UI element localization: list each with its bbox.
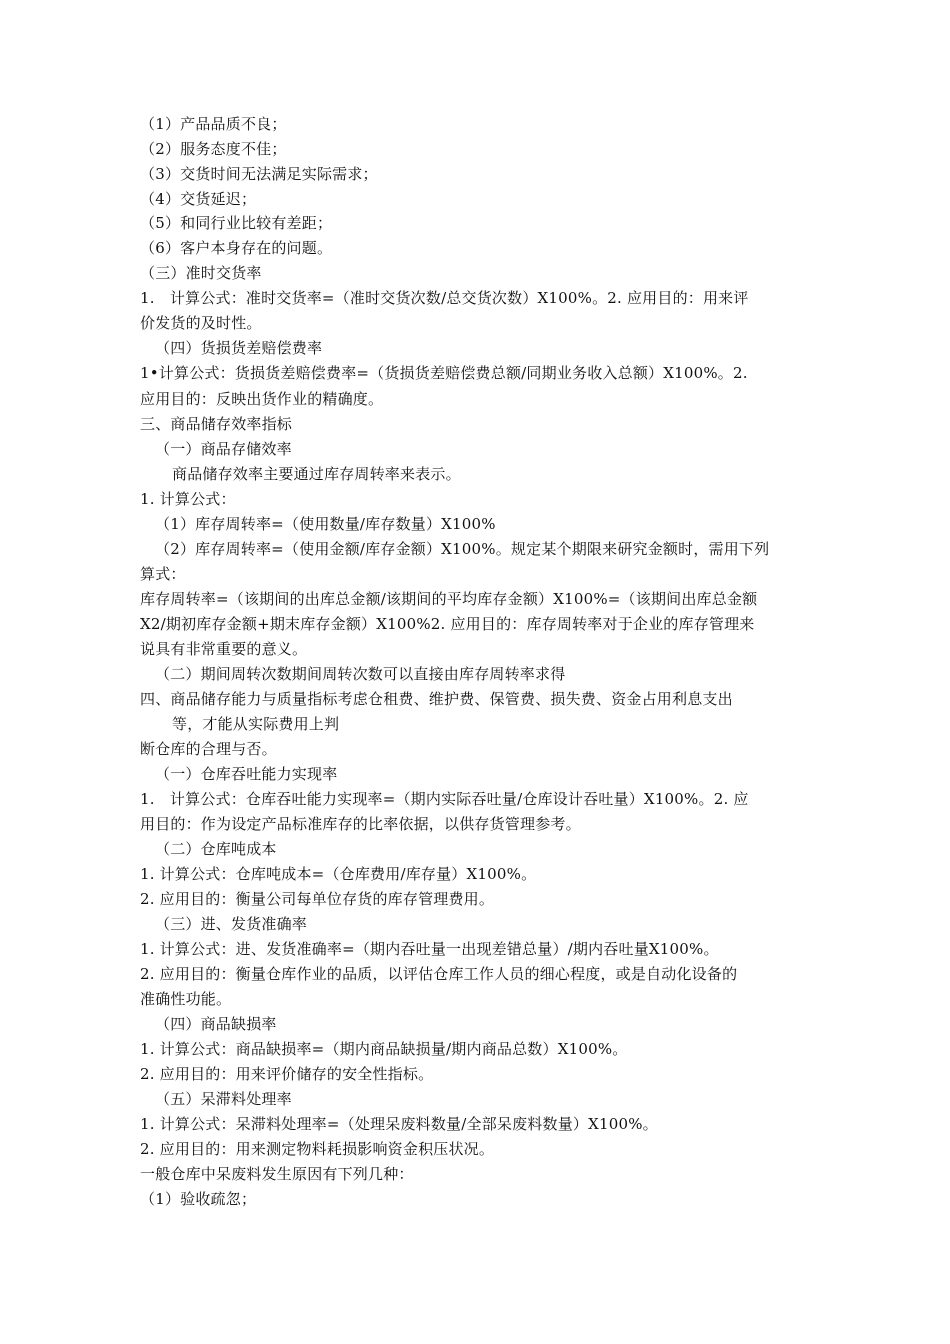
section-heading: （一）仓库吞吐能力实现率 bbox=[155, 765, 338, 783]
section-heading: （五）呆滞料处理率 bbox=[155, 1090, 292, 1108]
text-line: 应用目的：反映出货作业的精确度。 bbox=[140, 390, 384, 408]
text-line: 一般仓库中呆废料发生原因有下列几种： bbox=[140, 1165, 414, 1183]
text-line: 说具有非常重要的意义。 bbox=[140, 640, 308, 658]
text-line: （2）库存周转率=（使用金额/库存金额）X100%。规定某个期限来研究金额时，需用下列 bbox=[155, 540, 770, 558]
text-line: 1. 计算公式： bbox=[140, 490, 236, 508]
section-heading: （三）准时交货率 bbox=[140, 264, 262, 282]
text-line: 2. 应用目的：衡量公司每单位存货的库存管理费用。 bbox=[140, 890, 495, 908]
chapter-heading: 四、商品储存能力与质量指标考虑仓租费、维护费、保管费、损失费、资金占用利息支出 bbox=[140, 690, 733, 708]
text-line: 库存周转率=（该期间的出库总金额/该期间的平均库存金额）X100%=（该期间出库总金额 bbox=[140, 590, 758, 608]
text-line: 准确性功能。 bbox=[140, 990, 232, 1008]
text-line: 2. 应用目的：衡量仓库作业的品质，以评估仓库工作人员的细心程度，或是自动化设备的 bbox=[140, 965, 738, 983]
text-line: 价发货的及时性。 bbox=[140, 314, 262, 332]
section-heading: （二）期间周转次数期间周转次数可以直接由库存周转率求得 bbox=[155, 665, 566, 683]
text-line: 1•计算公式：货损货差赔偿费率=（货损货差赔偿费总额/同期业务收入总额）X100%。2. bbox=[140, 364, 748, 382]
text-line: 2. 应用目的：用来评价储存的安全性指标。 bbox=[140, 1065, 434, 1083]
text-line: 算式： bbox=[140, 565, 186, 583]
text-line: （1）产品品质不良； bbox=[140, 115, 287, 133]
text-line: 用目的：作为设定产品标准库存的比率依据，以供存货管理参考。 bbox=[140, 815, 581, 833]
section-heading: （二）仓库吨成本 bbox=[155, 840, 277, 858]
text-line: （2）服务态度不佳； bbox=[140, 140, 287, 158]
text-line: 1. 计算公式：仓库吞吐能力实现率=（期内实际吞吐量/仓库设计吞吐量）X100%。2. 应 bbox=[140, 790, 749, 808]
text-line: （4）交货延迟； bbox=[140, 190, 257, 208]
section-heading: （三）进、发货准确率 bbox=[155, 915, 308, 933]
text-line: 等，才能从实际费用上判 bbox=[172, 715, 340, 733]
section-heading: （四）货损货差赔偿费率 bbox=[155, 339, 323, 357]
text-line: 2. 应用目的：用来测定物料耗损影响资金积压状况。 bbox=[140, 1140, 495, 1158]
chapter-heading: 三、商品储存效率指标 bbox=[140, 415, 293, 433]
text-line: （3）交货时间无法满足实际需求； bbox=[140, 165, 378, 183]
text-line: 1. 计算公式：商品缺损率=（期内商品缺损量/期内商品总数）X100%。 bbox=[140, 1040, 628, 1058]
text-line: （1）验收疏忽； bbox=[140, 1190, 257, 1208]
text-line: （1）库存周转率=（使用数量/库存数量）X100% bbox=[155, 515, 496, 533]
text-line: 1. 计算公式：进、发货准确率=（期内吞吐量一出现差错总量）/期内吞吐量X100%。 bbox=[140, 940, 719, 958]
text-line: 1. 计算公式：仓库吨成本=（仓库费用/库存量）X100%。 bbox=[140, 865, 537, 883]
text-line: 1. 计算公式：准时交货率=（准时交货次数/总交货次数）X100%。2. 应用目的：用来评 bbox=[140, 289, 749, 307]
text-line: 断仓库的合理与否。 bbox=[140, 740, 277, 758]
section-heading: （一）商品存储效率 bbox=[155, 440, 292, 458]
text-line: X2/期初库存金额+期末库存金额）X100%2. 应用目的：库存周转率对于企业的库存管理来 bbox=[140, 615, 755, 633]
text-line: 1. 计算公式：呆滞料处理率=（处理呆废料数量/全部呆废料数量）X100%。 bbox=[140, 1115, 658, 1133]
text-line: 商品储存效率主要通过库存周转率来表示。 bbox=[172, 465, 461, 483]
section-heading: （四）商品缺损率 bbox=[155, 1015, 277, 1033]
text-line: （6）客户本身存在的问题。 bbox=[140, 239, 333, 257]
text-line: （5）和同行业比较有差距； bbox=[140, 214, 333, 232]
